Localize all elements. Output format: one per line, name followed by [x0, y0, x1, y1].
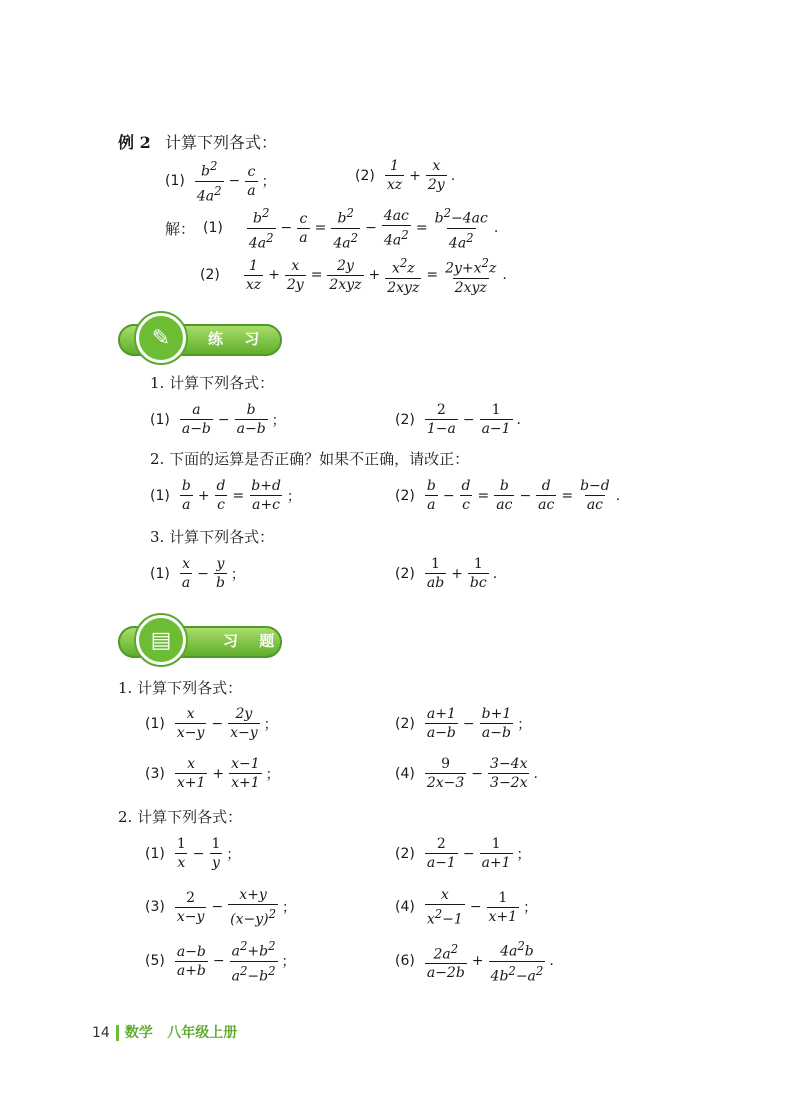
math-expression: $\frac{9}{2x-3}$ − $\frac{3-4x}{3-2x}$ . [426, 756, 538, 791]
practice-q3-a: (1) $\frac{x}{a}$ − $\frac{y}{b}$ ； [150, 556, 245, 591]
practice-title: 练 习 [208, 330, 268, 348]
math-expression: $\frac{x}{a}$ − $\frac{y}{b}$ ； [181, 556, 245, 591]
book-title: 八年级上册 [167, 1025, 238, 1041]
exercises-q1-4: (4) $\frac{9}{2x-3}$ − $\frac{3-4x}{3-2x}$ . [395, 756, 538, 791]
math-expression: $\frac{b}{a}$ − $\frac{d}{c}$ = $\frac{b}{ac}$ − $\frac{d}{ac}$ = $\frac{b-d}{ac}$ . [426, 478, 621, 513]
math-expression: $\frac{1}{xz}$ + $\frac{x}{2y}$ = $\frac{2y}{\text{2xyz}}$ + $\frac{x^2z}{\text{2xyz}}$ = $\frac{2y+x^2z}{\text{2xyz}}$ . [245, 256, 507, 296]
exercises-title: 习 题 [223, 632, 283, 650]
notebook-icon: ▤ [136, 615, 186, 665]
page-number: 14 [92, 1025, 110, 1041]
exercises-q2-1: (1) $\frac{1}{x}$ − $\frac{1}{y}$ ； [145, 836, 241, 871]
exercises-q2-2: (2) $\frac{2}{a-1}$ − $\frac{1}{a+1}$ ； [395, 836, 531, 871]
exercises-q1-label: 1. 计算下列各式： [118, 679, 243, 697]
math-expression: $\frac{1}{x}$ − $\frac{1}{y}$ ； [176, 836, 241, 871]
math-expression: $\frac{2}{1-a}$ − $\frac{1}{a-1}$ . [426, 402, 521, 437]
math-expression: $\frac{1}{ab}$ + $\frac{1}{bc}$ . [426, 556, 498, 591]
exercises-q1-1: (1) $\frac{x}{x-y}$ − $\frac{2y}{x-y}$ ； [145, 706, 278, 741]
exercises-q2-5: (5) $\frac{a-b}{a+b}$ − $\frac{a^2+b^2}{a^2-b^2}$ ； [145, 939, 296, 985]
practice-q2-b: (2) $\frac{b}{a}$ − $\frac{d}{c}$ = $\frac{b}{ac}$ − $\frac{d}{ac}$ = $\frac{b-d}{ac}$ . [395, 478, 621, 513]
math-expression: $\frac{2a^2}{a-2b}$ + $\frac{4a^2b}{4b^2-a^2}$ . [426, 939, 554, 985]
example-item-2: (2) $\frac{1}{xz}$ + $\frac{x}{2y}$ . [355, 158, 456, 193]
math-expression: $\frac{a-b}{a+b}$ − $\frac{a^2+b^2}{a^2-b^2}$ ； [176, 939, 296, 985]
math-expression: $\frac{2}{x-y}$ − $\frac{x+y}{(x-y)^2}$ ； [176, 887, 297, 928]
practice-q2-a: (1) $\frac{b}{a}$ + $\frac{d}{c}$ = $\frac{b+d}{a+c}$ ； [150, 478, 301, 513]
subject: 数学 [124, 1025, 153, 1041]
practice-q3-b: (2) $\frac{1}{ab}$ + $\frac{1}{bc}$ . [395, 556, 498, 591]
practice-q2-label: 2. 下面的运算是否正确？如果不正确，请改正： [150, 450, 470, 468]
solution-step-1: 解： (1) $\frac{b^2}{4a^2}$ − $\frac{c}{a}$ = $\frac{b^2}{4a^2}$ − $\frac{4ac}{4a^2}$ = $\frac{b^2-4ac}{4a^2}$ . [165, 206, 499, 252]
exercises-q2-4: (4) $\frac{x}{x^2-1}$ − $\frac{1}{x+1}$ ； [395, 887, 538, 928]
practice-q1-label: 1. 计算下列各式： [150, 374, 275, 392]
example-instruction: 计算下列各式： [165, 133, 278, 152]
exercises-q1-3: (3) $\frac{x}{x+1}$ + $\frac{x-1}{x+1}$ ； [145, 756, 280, 791]
exercises-q2-label: 2. 计算下列各式： [118, 808, 243, 826]
math-expression: $\frac{b}{a}$ + $\frac{d}{c}$ = $\frac{b+d}{a+c}$ ； [181, 478, 301, 513]
exercises-q2-3: (3) $\frac{2}{x-y}$ − $\frac{x+y}{(x-y)^2}$ ； [145, 887, 297, 928]
exercises-q1-2: (2) $\frac{a+1}{a-b}$ − $\frac{b+1}{a-b}$ ； [395, 706, 532, 741]
practice-q1-a: (1) $\frac{a}{a-b}$ − $\frac{b}{a-b}$ ； [150, 402, 286, 437]
math-expression: $\frac{b^2}{4a^2}$ − $\frac{c}{a}$ = $\frac{b^2}{4a^2}$ − $\frac{4ac}{4a^2}$ = $\frac{b^2-4ac}{4a^2}$ . [248, 206, 499, 252]
math-expression: $\frac{b^2}{4a^2}$ − $\frac{c}{a}$ ； [196, 159, 276, 205]
example-item-1: (1) $\frac{b^2}{4a^2}$ − $\frac{c}{a}$ ； [165, 159, 276, 205]
exercises-banner [118, 622, 283, 656]
math-expression: $\frac{x}{x+1}$ + $\frac{x-1}{x+1}$ ； [176, 756, 280, 791]
example-label: 例 2 [118, 133, 151, 152]
math-expression: $\frac{x}{x^2-1}$ − $\frac{1}{x+1}$ ； [426, 887, 538, 928]
practice-q3-label: 3. 计算下列各式： [150, 528, 275, 546]
pencil-icon: ✎ [136, 313, 186, 363]
math-expression: $\frac{a}{a-b}$ − $\frac{b}{a-b}$ ； [181, 402, 286, 437]
math-expression: $\frac{x}{x-y}$ − $\frac{2y}{x-y}$ ； [176, 706, 278, 741]
practice-q1-b: (2) $\frac{2}{1-a}$ − $\frac{1}{a-1}$ . [395, 402, 521, 437]
practice-banner [118, 320, 283, 354]
solution-step-2: (2) $\frac{1}{xz}$ + $\frac{x}{2y}$ = $\frac{2y}{\text{2xyz}}$ + $\frac{x^2z}{\text{2xyz}}$ = $\frac{2y+x^2z}{\text{2xyz}}$ . [200, 256, 507, 296]
math-expression: $\frac{a+1}{a-b}$ − $\frac{b+1}{a-b}$ ； [426, 706, 532, 741]
math-expression: $\frac{2}{a-1}$ − $\frac{1}{a+1}$ ； [426, 836, 531, 871]
math-expression: $\frac{1}{xz}$ + $\frac{x}{2y}$ . [386, 158, 456, 193]
exercises-q2-6: (6) $\frac{2a^2}{a-2b}$ + $\frac{4a^2b}{4b^2-a^2}$ . [395, 939, 554, 985]
page-footer [92, 1022, 237, 1042]
